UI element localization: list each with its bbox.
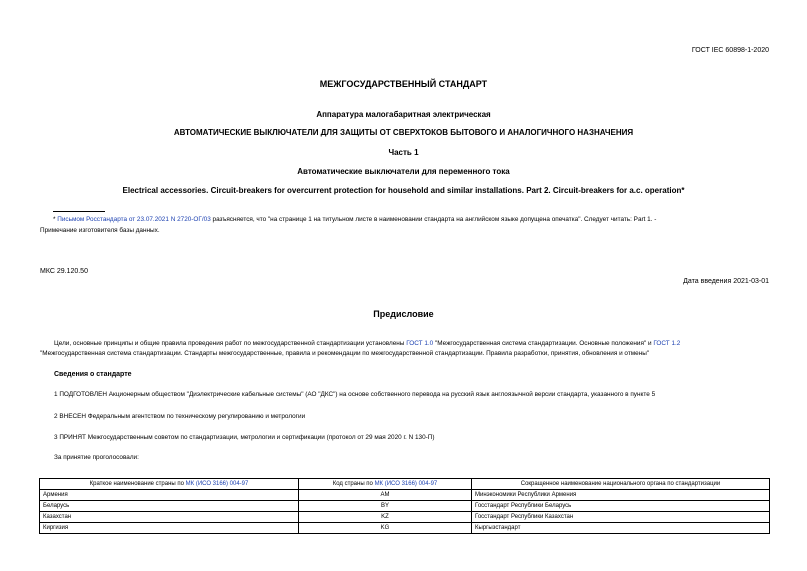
- document-code: ГОСТ IEC 60898-1-2020: [691, 47, 769, 54]
- country-code: BY: [299, 501, 472, 512]
- table-row: [40, 501, 770, 512]
- voted-label: За принятие проголосовали:: [54, 454, 139, 461]
- national-body: Госстандарт Республики Казахстан: [472, 512, 770, 523]
- foreword-title: Предисловие: [373, 309, 434, 319]
- part-label: Часть 1: [388, 148, 419, 157]
- item-2: 2 ВНЕСЕН Федеральным агентством по техническому регулированию и метрологии: [54, 413, 306, 420]
- header-country-code: Код страны по МК (ИСО 3166) 004-97: [299, 479, 472, 490]
- main-title: АВТОМАТИЧЕСКИЕ ВЫКЛЮЧАТЕЛИ ДЛЯ ЗАЩИТЫ ОТ СВЕРХТОКОВ БЫТОВОГО И АНАЛОГИЧНОГО НАЗНАЧЕНИЯ: [173, 128, 634, 137]
- part-title: Автоматические выключатели для переменного тока: [297, 167, 510, 176]
- country-name: Армения: [40, 490, 299, 501]
- country-code: KZ: [299, 512, 472, 523]
- table-row: [40, 523, 770, 534]
- intro-date: Дата введения 2021-03-01: [683, 278, 769, 285]
- table-row: [40, 512, 770, 523]
- header-national-body: Сокращенное наименование национального органа по стандартизации: [472, 479, 770, 490]
- gost-1-0-link[interactable]: ГОСТ 1.0: [406, 340, 434, 347]
- country-name: Беларусь: [40, 501, 299, 512]
- country-name: Киргизия: [40, 523, 299, 534]
- header-country-name: Краткое наименование страны по МК (ИСО 3166) 004-97: [40, 479, 299, 490]
- subtitle: Аппаратура малогабаритная электрическая: [316, 110, 491, 119]
- footnote: * Письмом Росстандарта от 23.07.2021 N 2720-ОГ/03 разъясняется, что "на странице 1 на титульном листе в наименовании стандарта на английском языке допущена опечатка". Следует читать: Part 1. - Примечание изготовителя базы данных.: [40, 216, 657, 234]
- national-body: Госстандарт Республики Беларусь: [472, 501, 770, 512]
- english-title: Electrical accessories. Circuit-breakers for overcurrent protection for household and similar installations. Part 2. Circuit-breakers for a.c. operation*: [122, 186, 685, 195]
- footnote-divider: [53, 211, 105, 212]
- country-name: Казахстан: [40, 512, 299, 523]
- national-body: Минэкономики Республики Армения: [472, 490, 770, 501]
- footnote-link[interactable]: Письмом Росстандарта от 23.07.2021 N 2720-ОГ/03: [57, 216, 211, 223]
- gost-1-2-link[interactable]: ГОСТ 1.2: [653, 340, 681, 347]
- table-header-row: [40, 479, 770, 490]
- national-body: Кыргызстандарт: [472, 523, 770, 534]
- country-code: AM: [299, 490, 472, 501]
- footnote-note: Примечание изготовителя базы данных.: [40, 227, 160, 234]
- country-code: KG: [299, 523, 472, 534]
- mk-iso-link-2[interactable]: МК (ИСО 3166) 004-97: [374, 481, 438, 487]
- info-title: Сведения о стандарте: [54, 371, 132, 378]
- mk-iso-link-1[interactable]: МК (ИСО 3166) 004-97: [185, 481, 249, 487]
- standard-type: МЕЖГОСУДАРСТВЕННЫЙ СТАНДАРТ: [319, 79, 488, 89]
- mks-code: МКС 29.120.50: [40, 268, 88, 275]
- item-3: 3 ПРИНЯТ Межгосударственным советом по стандартизации, метрологии и сертификации (протокол от 29 мая 2020 г. N 130-П): [54, 434, 435, 441]
- item-1: 1 ПОДГОТОВЛЕН Акционерным обществом "Диэлектрические кабельные системы" (АО "ДКС") на основе собственного перевода на русский язык англоязычной версии стандарта, указанного в пункте 5: [54, 391, 656, 398]
- table-row: [40, 490, 770, 501]
- foreword-paragraph: Цели, основные принципы и общие правила проведения работ по межгосударственной стандартизации установлены ГОСТ 1.0 "Межгосударственная система стандартизации. Основные положения" и ГОСТ 1.2 "Межгосударственная система стандартизации. Стандарты межгосударственные, правила и рекомендации по межгосударственной стандартизации. Правила разработки, принятия, обновления и отмены": [40, 340, 681, 357]
- countries-table: [39, 478, 770, 534]
